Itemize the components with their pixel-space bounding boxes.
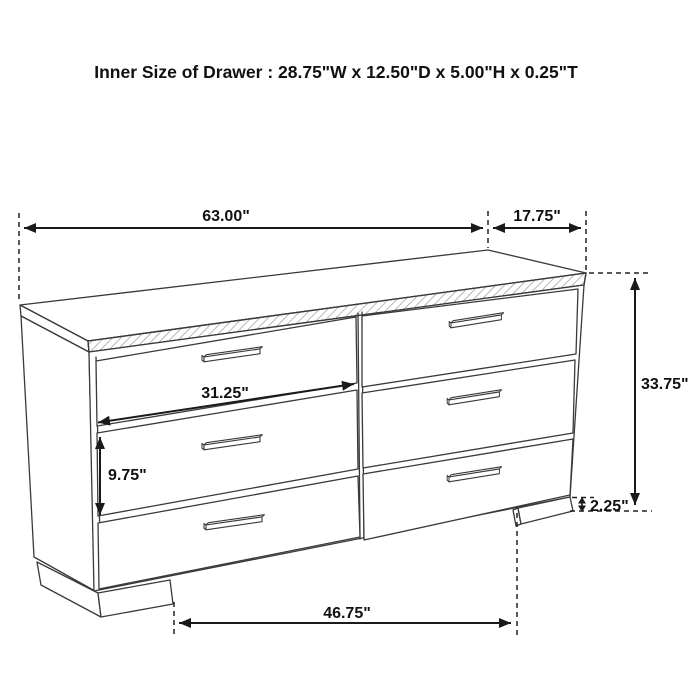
dim-base-span-label: 46.75": [323, 605, 371, 622]
dim-height-label: 33.75": [641, 376, 689, 393]
dim-drawer-height-label: 9.75": [108, 467, 147, 484]
dim-overall-width-label: 63.00": [202, 208, 250, 225]
dim-arrow-base-height: [578, 497, 586, 512]
dresser-drawing: [20, 250, 586, 617]
dim-depth-label: 17.75": [513, 208, 561, 225]
left-side-panel: [21, 316, 95, 591]
dim-base-height-label: 2.25": [590, 498, 629, 515]
dim-drawer-width-label: 31.25": [201, 385, 249, 402]
diagram-title: Inner Size of Drawer : 28.75"W x 12.50"D x 5.00"H x 0.25"T: [94, 62, 578, 82]
